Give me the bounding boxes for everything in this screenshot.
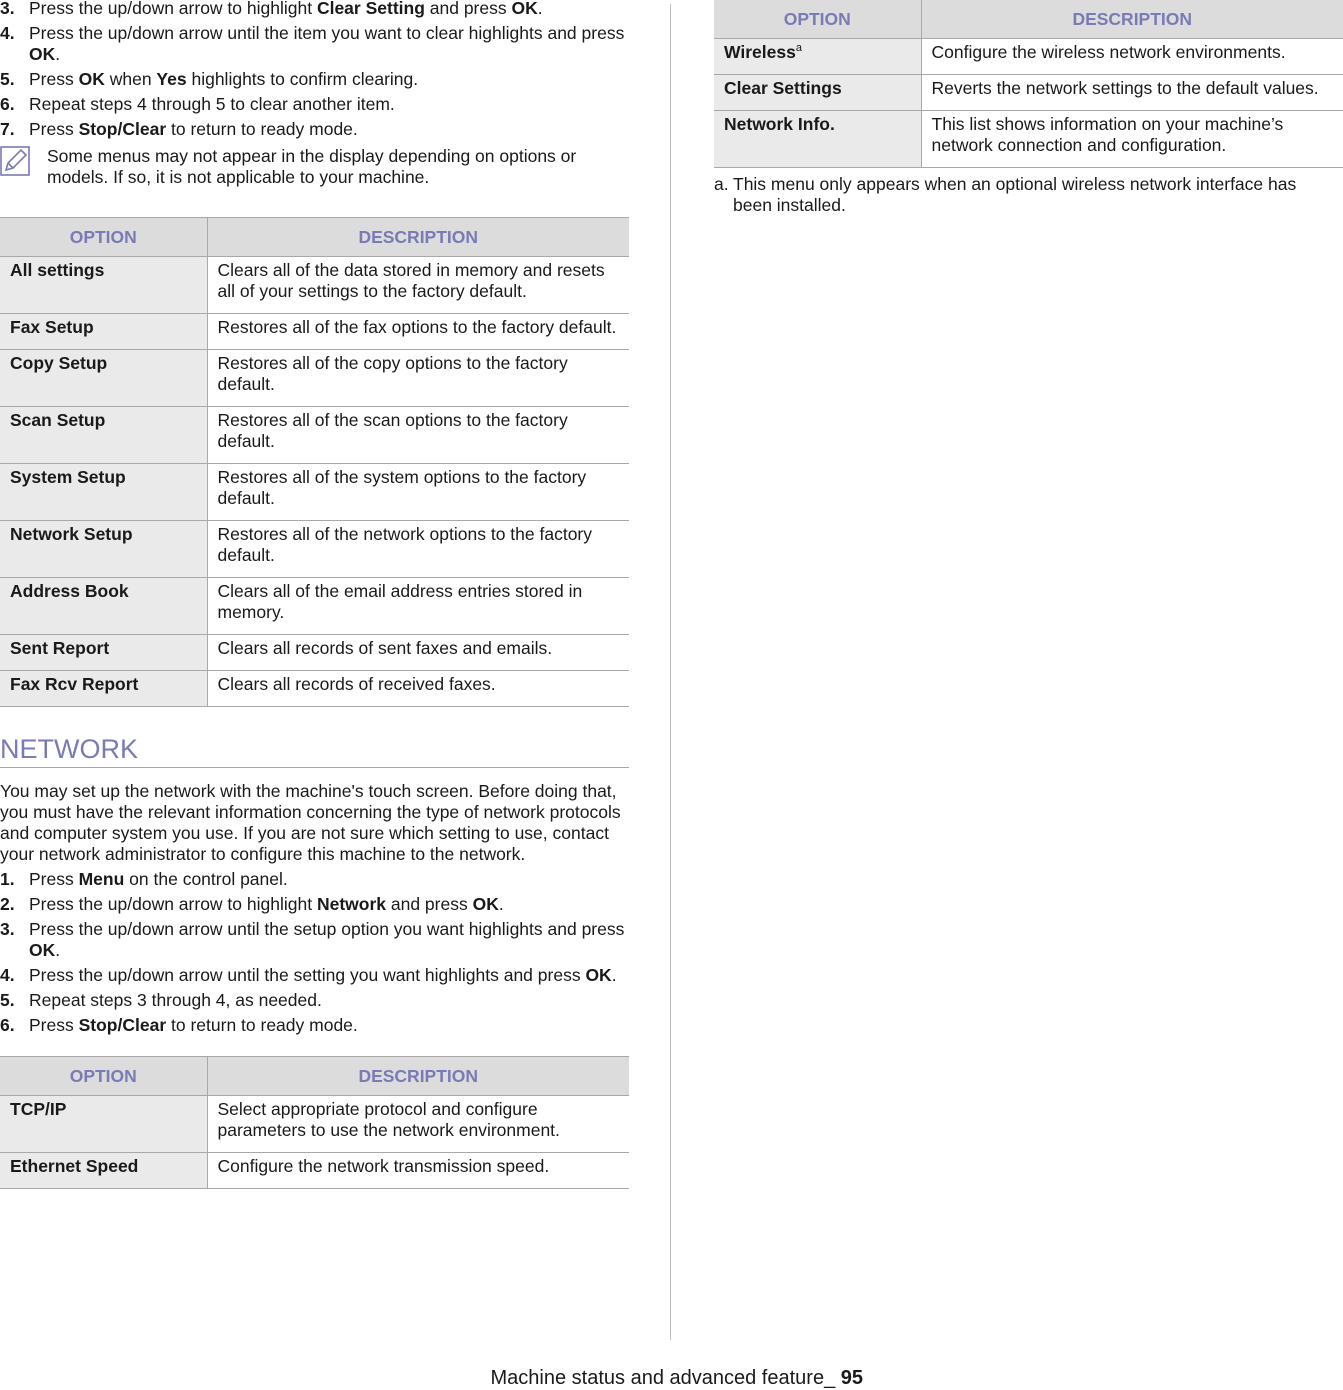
table-row [0,407,629,464]
description-header: DESCRIPTION [207,218,629,257]
option-cell [0,314,207,350]
table-row [0,671,629,707]
table-row [0,635,629,671]
step-item [0,990,629,1011]
note-text: Some menus may not appear in the display depending on options or models. If so, it is not applicable to your machine. [47,146,577,187]
step-item [0,869,629,890]
step-number: 1. [0,869,15,889]
option-name: Wireless [724,42,796,62]
description-cell: Restores all of the network options to the factory default. [207,521,629,578]
description-cell: Clears all records of received faxes. [207,671,629,707]
right-column [714,0,1343,216]
step-number: 4. [0,23,15,43]
option-cell [0,671,207,707]
step-number: 2. [0,894,15,914]
description-cell: Restores all of the copy options to the factory default. [207,350,629,407]
network-options-table [0,1056,629,1189]
option-name: Ethernet Speed [10,1156,139,1176]
footer-title: Machine status and advanced feature_ [490,1367,841,1389]
step-item [0,919,629,961]
step-text-run: and press [386,894,473,914]
step-text-run: Press the up/down arrow to highlight [29,894,317,914]
step-text-run: . [498,894,504,914]
step-item [0,0,629,19]
description-cell: Clears all records of sent faxes and emails. [207,635,629,671]
option-name: Sent Report [10,638,110,658]
option-cell [0,635,207,671]
option-header: OPTION [0,1057,207,1096]
network-steps [0,869,629,1036]
step-text-run: Repeat steps 4 through 5 to clear another item. [29,94,395,114]
option-cell [714,111,921,168]
option-cell [0,464,207,521]
step-keyword: OK [585,965,612,985]
footnote [714,174,1343,216]
option-name: System Setup [10,467,126,487]
table-header-row [0,218,629,257]
network-options-table-continued [714,0,1343,168]
table-row [714,75,1343,111]
step-text-run: Press the up/down arrow until the setting you want highlights and press [29,965,586,985]
page-number: 95 [840,1367,863,1389]
step-text-run: Press the up/down arrow until the setup option you want highlights and press [29,919,625,939]
step-keyword: OK [29,940,56,960]
option-cell [0,407,207,464]
table-row [0,1153,629,1189]
step-text-run: and press [424,0,512,18]
option-cell [0,1096,207,1153]
step-text-run: to return to ready mode. [166,1015,358,1035]
step-keyword: Stop/Clear [78,1015,167,1035]
network-intro: You may set up the network with the machine's touch screen. Before doing that, you must have the relevant information concerning the type of network protocols and computer system you use. If you are not sure which setting to use, contact your network administrator to configure this machine to the network. [0,781,621,864]
option-cell [0,257,207,314]
description-cell: This list shows information on your machine’s network connection and configuration. [921,111,1343,168]
network-heading: NETWORK [0,733,629,768]
option-cell [0,1153,207,1189]
step-text [29,965,629,986]
step-text [29,119,629,140]
option-header: OPTION [714,0,921,39]
step-item [0,965,629,986]
step-keyword: Menu [78,869,125,889]
step-text-run: Press [29,69,79,89]
step-text-run: on the control panel. [124,869,288,889]
table-header-row [714,0,1343,39]
option-header: OPTION [0,218,207,257]
step-number: 6. [0,1015,15,1035]
step-text-run: . [55,940,61,960]
step-keyword: Yes [156,69,187,89]
clear-settings-table [0,217,629,707]
description-cell: Restores all of the fax options to the factory default. [207,314,629,350]
left-column [0,0,629,1189]
description-cell: Select appropriate protocol and configure parameters to use the network environment. [207,1096,629,1153]
step-number: 5. [0,990,15,1010]
step-text-run: when [104,69,157,89]
table-header-row [0,1057,629,1096]
step-number: 4. [0,965,15,985]
step-keyword: Network [316,894,386,914]
footnote-text: This menu only appears when an optional wireless network interface has been installed. [733,174,1297,215]
step-keyword: OK [78,69,105,89]
column-divider [670,4,671,1340]
table-row [0,350,629,407]
option-name: Clear Settings [724,78,842,98]
step-text-run: . [55,44,61,64]
step-text [29,990,629,1011]
step-number: 3. [0,0,15,18]
option-cell [714,39,921,75]
step-keyword: Stop/Clear [78,119,167,139]
table-row [714,111,1343,168]
step-number: 6. [0,94,15,114]
description-cell: Configure the network transmission speed. [207,1153,629,1189]
step-text-run: Press [29,119,79,139]
step-text-run: . [611,965,617,985]
step-text [29,894,629,915]
step-keyword: OK [511,0,538,18]
step-item [0,1015,629,1036]
step-text-run: Press [29,1015,79,1035]
step-text-run: Repeat steps 3 through 4, as needed. [29,990,322,1010]
step-text-run: Press the up/down arrow until the item you want to clear highlights and press [29,23,625,43]
step-text-run: to return to ready mode. [166,119,358,139]
step-text [29,919,629,961]
step-keyword: Clear Setting [316,0,425,18]
step-item [0,69,629,90]
table-row [0,314,629,350]
option-name: Scan Setup [10,410,106,430]
step-text-run: highlights to confirm clearing. [186,69,419,89]
note-pencil-icon [0,146,47,188]
step-item [0,894,629,915]
option-name: Copy Setup [10,353,108,373]
note [0,146,629,188]
description-cell: Reverts the network settings to the default values. [921,75,1343,111]
step-text [29,23,629,65]
step-text [29,69,629,90]
table-row [0,257,629,314]
option-name: Address Book [10,581,129,601]
table-row [0,1096,629,1153]
step-item [0,94,629,115]
option-name: All settings [10,260,105,280]
step-number: 5. [0,69,15,89]
description-header: DESCRIPTION [921,0,1343,39]
step-text-run: Press [29,869,79,889]
step-text [29,0,629,19]
option-cell [0,350,207,407]
option-cell [0,578,207,635]
step-number: 7. [0,119,15,139]
option-name: Network Setup [10,524,133,544]
table-row [0,464,629,521]
table-row [0,521,629,578]
step-number: 3. [0,919,15,939]
option-cell [714,75,921,111]
footnote-label: a. [714,174,729,194]
page-footer [0,1366,863,1390]
description-cell: Configure the wireless network environments. [921,39,1343,75]
option-name: Fax Setup [10,317,94,337]
step-text [29,1015,629,1036]
description-cell: Clears all of the data stored in memory and resets all of your settings to the factory default. [207,257,629,314]
step-keyword: OK [29,44,56,64]
step-item [0,23,629,65]
step-text-run: Press the up/down arrow to highlight [29,0,317,18]
option-name: Fax Rcv Report [10,674,139,694]
step-item [0,119,629,140]
step-text-run: . [537,0,543,18]
option-cell [0,521,207,578]
table-row [714,39,1343,75]
option-name: TCP/IP [10,1099,67,1119]
table-row [0,578,629,635]
description-cell: Restores all of the scan options to the factory default. [207,407,629,464]
step-keyword: OK [472,894,499,914]
description-cell: Clears all of the email address entries stored in memory. [207,578,629,635]
step-text [29,869,629,890]
description-cell: Restores all of the system options to the factory default. [207,464,629,521]
description-header: DESCRIPTION [207,1057,629,1096]
clear-settings-steps [0,0,629,140]
footnote-marker: a [795,42,802,55]
option-name: Network Info. [724,114,835,134]
step-text [29,94,629,115]
